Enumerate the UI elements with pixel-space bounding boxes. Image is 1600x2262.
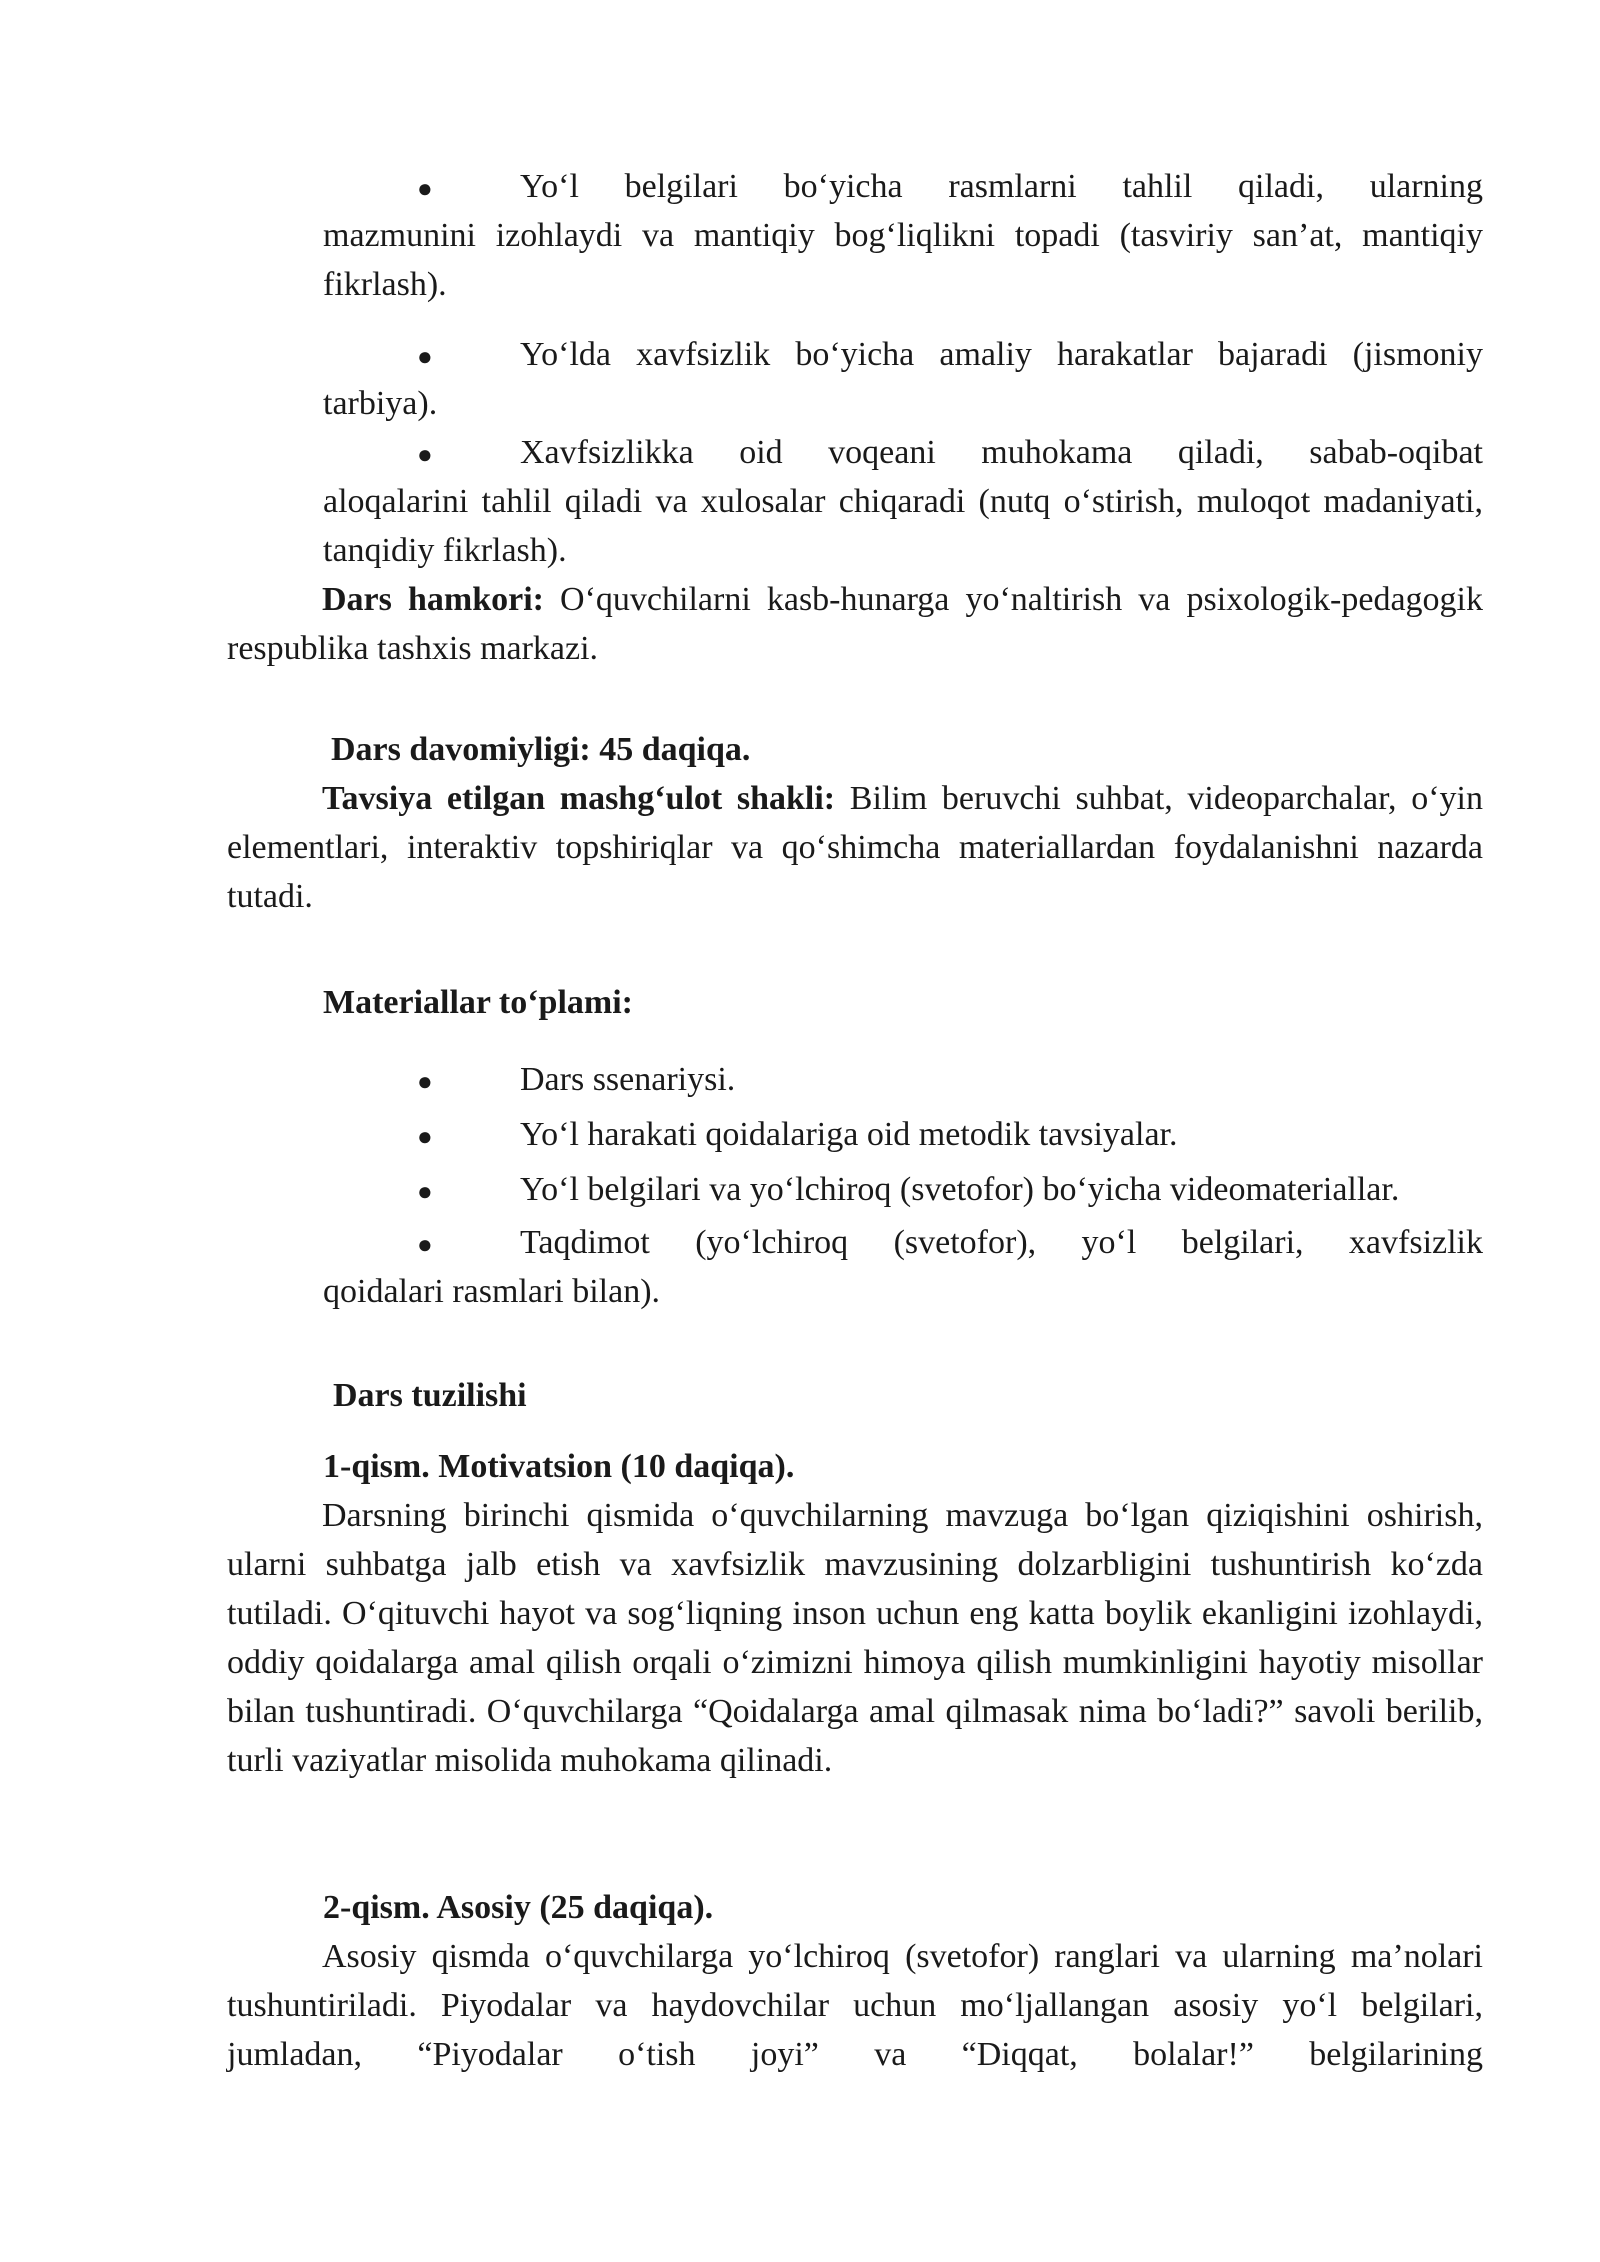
recommended-form-text: Bilim beruvchi suhbat, videoparchalar, o‘yin elementlari, interaktiv topshiriqlar va qo‘shimcha materiallardan foydalanishni nazarda tutadi. — [227, 780, 1483, 915]
materials-item: Dars ssenariysi. — [520, 1061, 736, 1098]
lesson-duration: Dars davomiyligi: 45 daqiqa. — [331, 731, 751, 768]
recommended-form — [227, 774, 1483, 921]
materials-item: Yo‘l harakati qoidalariga oid metodik tavsiyalar. — [520, 1116, 1178, 1153]
bullet-item-continuation: mazmunini izohlaydi va mantiqiy bog‘liqlikni topadi (tasviriy san’at, mantiqiy fikrlash). — [323, 217, 1483, 303]
bullet-glyph: ● — [417, 1067, 433, 1096]
bullet-glyph: ● — [417, 342, 433, 371]
part1-text: Darsning birinchi qismida o‘quvchilarning mavzuga bo‘lgan qiziqishini oshirish, ularni suhbatga jalb etish va xavfsizlik mavzusining dolzarbligini tushuntirish ko‘zda tutiladi. O‘qituvchi hayot va sog‘liqning inson uchun eng katta boylik ekanligini izohlaydi, oddiy qoidalarga amal qilish orqali o‘zimizni himoya qilish mumkinligini hayotiy misollar bilan tushuntiradi. O‘quvchilarga “Qoidalarga amal qilmasak nima bo‘ladi?” savoli berilib, turli vaziyatlar misolida muhokama qilinadi. — [227, 1497, 1483, 1779]
bullet-glyph: ● — [417, 1177, 433, 1206]
lesson-partner-text: O‘quvchilarni kasb-hunarga yo‘naltirish va psixologik-pedagogik respublika tashxis markazi. — [227, 581, 1483, 667]
part1-heading: 1-qism. Motivatsion (10 daqiqa). — [323, 1448, 795, 1485]
materials-item-continuation: qoidalari rasmlari bilan). — [323, 1273, 661, 1310]
bullet-glyph: ● — [417, 1122, 433, 1151]
bullet-item-continuation: aloqalarini tahlil qiladi va xulosalar chiqaradi (nutq o‘stirish, muloqot madaniyati, tanqidiy fikrlash). — [323, 483, 1483, 569]
structure-heading: Dars tuzilishi — [333, 1377, 527, 1414]
materials-heading: Materiallar to‘plami: — [323, 984, 634, 1021]
bullet-item-first-line: Yo‘l belgilari bo‘yicha rasmlarni tahlil qiladi, ularning — [520, 168, 1483, 205]
bullet-item-first-line: Yo‘lda xavfsizlik bo‘yicha amaliy harakatlar bajaradi (jismoniy — [520, 336, 1483, 373]
bullet-item-first-line: Xavfsizlikka oid voqeani muhokama qiladi, sabab-oqibat — [520, 434, 1483, 471]
lesson-partner-label: Dars hamkori: — [322, 581, 544, 618]
recommended-form-label: Tavsiya etilgan mashg‘ulot shakli: — [322, 780, 836, 817]
part2-heading: 2-qism. Asosiy (25 daqiqa). — [323, 1889, 714, 1926]
bullet-glyph: ● — [417, 174, 433, 203]
part2-text: Asosiy qismda o‘quvchilarga yo‘lchiroq (svetofor) ranglari va ularning ma’nolari tushuntiriladi. Piyodalar va haydovchilar uchun mo‘ljallangan asosiy yo‘l belgilari, jumladan, “Piyodalar o‘tish joyi” va “Diqqat, bolalar!” belgilarining — [227, 1938, 1483, 2073]
lesson-partner — [227, 575, 1483, 673]
bullet-glyph: ● — [417, 1230, 433, 1259]
bullet-item-continuation: tarbiya). — [323, 385, 438, 422]
materials-item: Yo‘l belgilari va yo‘lchiroq (svetofor) bo‘yicha videomateriallar. — [520, 1171, 1400, 1208]
bullet-glyph: ● — [417, 440, 433, 469]
materials-item: Taqdimot (yo‘lchiroq (svetofor), yo‘l belgilari, xavfsizlik — [520, 1224, 1483, 1261]
